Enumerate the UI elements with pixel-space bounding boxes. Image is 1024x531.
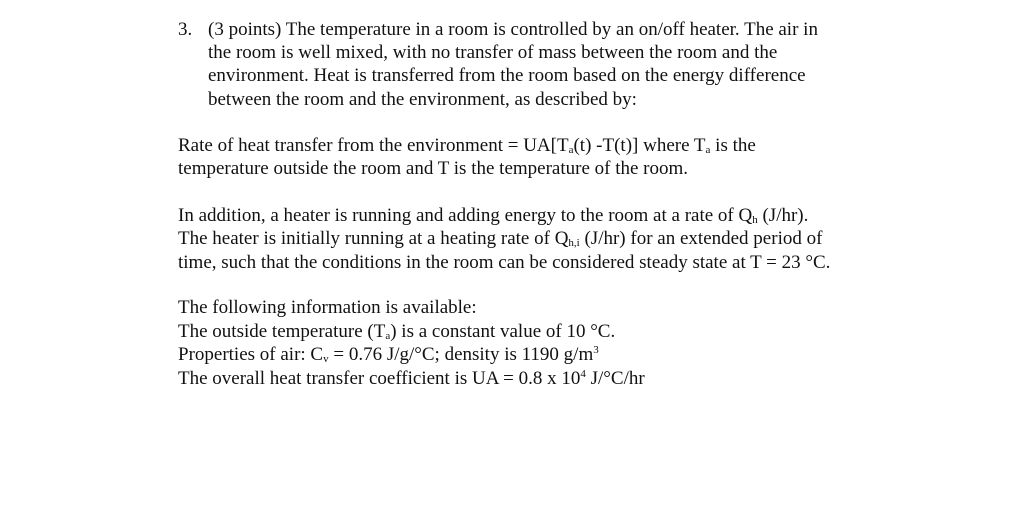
text: (J/hr) for an extended period of	[579, 228, 823, 249]
text: The heater is initially running at a heating rate of Q	[178, 228, 569, 249]
intro-line: environment. Heat is transferred from the room based on the energy difference	[208, 65, 806, 86]
text: = 0.76 J/g/°C; density is 1190 g/m	[328, 344, 594, 365]
info-heading: The following information is available:	[178, 297, 477, 318]
info-line	[178, 367, 645, 390]
subscript: v	[323, 353, 329, 365]
text: (t) -T(t)] where T	[573, 135, 706, 156]
text: (J/hr).	[757, 205, 809, 226]
subscript: h	[752, 214, 758, 226]
intro-line: (3 points) The temperature in a room is controlled by an on/off heater. The air in	[208, 19, 818, 40]
heater-line	[178, 227, 822, 250]
superscript: 3	[593, 344, 599, 356]
text: Rate of heat transfer from the environment = UA[T	[178, 135, 569, 156]
info-line	[178, 343, 599, 366]
text: is the	[710, 135, 756, 156]
subscript: h,i	[568, 237, 580, 249]
rate-definition-line: temperature outside the room and T is the temperature of the room.	[178, 158, 689, 179]
subscript: a	[385, 330, 391, 342]
heater-line: time, such that the conditions in the room can be considered steady state at T = 23 °C.	[178, 252, 831, 273]
text: Properties of air: C	[178, 344, 324, 365]
rate-equation-line	[178, 134, 756, 157]
subscript: a	[705, 144, 711, 156]
info-line	[178, 320, 615, 343]
text: J/°C/hr	[585, 368, 645, 389]
subscript: a	[568, 144, 574, 156]
heater-line	[178, 204, 808, 227]
intro-line: the room is well mixed, with no transfer of mass between the room and the	[208, 42, 778, 63]
question-number: 3.	[178, 19, 193, 40]
text: In addition, a heater is running and adding energy to the room at a rate of Q	[178, 205, 753, 226]
text: The overall heat transfer coefficient is UA = 0.8 x 10	[178, 368, 581, 389]
text: The outside temperature (T	[178, 321, 386, 342]
intro-line: between the room and the environment, as described by:	[208, 89, 637, 110]
superscript: 4	[580, 368, 586, 380]
text: ) is a constant value of 10 °C.	[390, 321, 616, 342]
